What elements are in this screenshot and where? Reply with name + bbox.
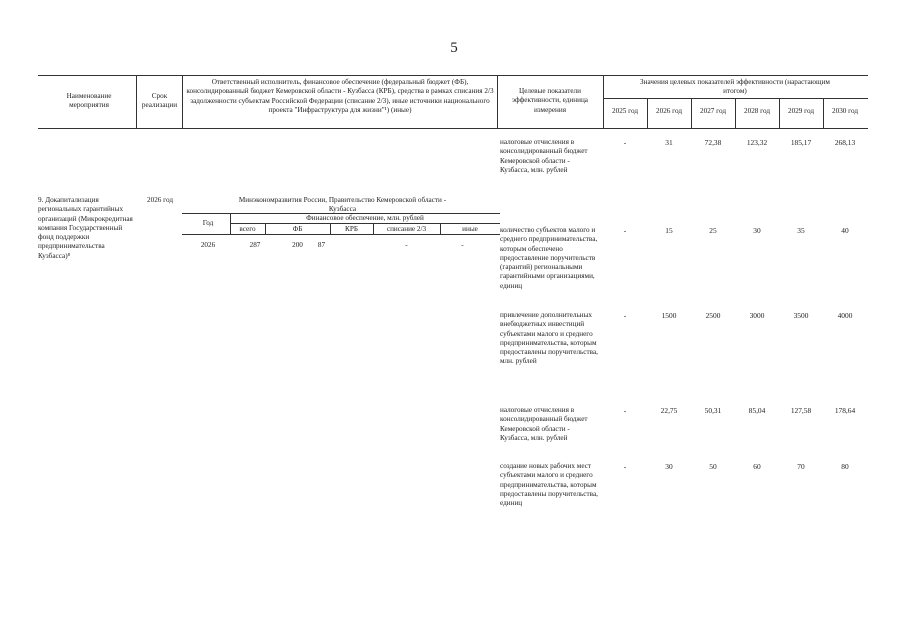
indicator-value: 178,64 xyxy=(834,406,856,415)
indicator-value: 80 xyxy=(841,462,849,471)
indicator-label: налоговые отчисления в консолидированный бюджет Кемеровской области - Кузбасса, млн. рублей xyxy=(500,138,588,174)
finance-header: КРБ xyxy=(345,225,358,233)
indicator-value: 31 xyxy=(665,138,673,147)
indicator-value: - xyxy=(623,226,627,235)
indicator-value: 268,13 xyxy=(834,138,856,147)
year-header: 2027 год xyxy=(700,107,726,115)
year-header: 2030 год xyxy=(832,107,858,115)
indicator-value: 15 xyxy=(665,226,673,235)
indicator-value: 30 xyxy=(753,226,761,235)
year-header: 2026 год xyxy=(656,107,682,115)
finance-title: Финансовое обеспечение, млн. рублей xyxy=(306,214,424,222)
indicator-value: 185,17 xyxy=(790,138,812,147)
indicator-value: 40 xyxy=(841,226,849,235)
indicator-value: 127,58 xyxy=(790,406,812,415)
year-header: 2029 год xyxy=(788,107,814,115)
indicator-value: - xyxy=(623,462,627,471)
header-indicators: Целевые показатели эффективности, единица измерения xyxy=(511,87,588,114)
indicator-value: 30 xyxy=(665,462,673,471)
indicator-value: 35 xyxy=(797,226,805,235)
col-divider xyxy=(497,75,498,128)
finance-cell: - xyxy=(461,241,464,249)
finance-cell: - xyxy=(405,241,408,249)
header-responsible: Ответственный исполнитель, финансовое обеспечение (федеральный бюджет (ФБ), консолидированный бюджет Кемеровской области - Кузбасса (КРБ), средства в рамках списания 2/3 задолженности субъектам Российской Федерации (списание 2/3), иные источники национального проекта "Инфраструктура для жизни"¹) (иные) xyxy=(186,78,494,114)
year-header: 2025 год xyxy=(612,107,638,115)
indicator-value: 3000 xyxy=(749,311,765,320)
indicator-value: 72,38 xyxy=(704,138,722,147)
indicator-value: 22,75 xyxy=(660,406,678,415)
finance-header: ФБ xyxy=(292,225,303,233)
finance-header: иные xyxy=(462,225,478,233)
measure-responsible: Минэкономразвития России, Правительство Кемеровской области - Кузбасса xyxy=(238,196,447,214)
indicator-value: 123,32 xyxy=(746,138,768,147)
finance-cell: 2026 xyxy=(200,241,216,249)
indicator-value: 3500 xyxy=(793,311,809,320)
indicator-label: создание новых рабочих мест субъектами малого и среднего предпринимательства, которым предоставлены поручительства, единиц xyxy=(500,462,598,508)
indicator-value: - xyxy=(623,311,627,320)
measure-name: 9. Докапитализация региональных гарантийных организаций (Микрокредитная компания Государственный фонд поддержки предпринимательства Кузбасса)⁸ xyxy=(38,196,133,260)
indicator-value: 2500 xyxy=(705,311,721,320)
indicator-value: - xyxy=(623,406,627,415)
measure-period: 2026 год xyxy=(147,196,173,204)
finance-cell: 200 xyxy=(292,241,303,249)
indicator-value: 25 xyxy=(709,226,717,235)
indicator-label: привлечение дополнительных внебюджетных инвестиций субъектами малого и среднего предпринимательства, которым предоставлены поручительства, млн. рублей xyxy=(500,311,598,366)
finance-year-header: Год xyxy=(202,219,214,227)
indicator-value: 50,31 xyxy=(704,406,722,415)
header-name: Наименование мероприятия xyxy=(66,92,112,110)
indicator-value: 60 xyxy=(753,462,761,471)
indicator-label: количество субъектов малого и среднего предпринимательства, которым обеспечено предоставление поручительств (гарантий) региональными гарантийными организациями, единиц xyxy=(500,226,598,290)
page-number: 5 xyxy=(450,40,458,56)
indicator-value: 70 xyxy=(797,462,805,471)
indicator-value: - xyxy=(623,138,627,147)
header-bottom-border xyxy=(38,128,868,129)
year-header: 2028 год xyxy=(744,107,770,115)
table-top-border xyxy=(38,75,868,76)
finance-cell: 287 xyxy=(249,241,261,249)
finance-header: списание 2/3 xyxy=(386,225,427,233)
indicator-value: 1500 xyxy=(661,311,677,320)
finance-header: всего xyxy=(239,225,256,233)
col-divider xyxy=(603,75,604,128)
header-period: Срок реализации xyxy=(141,92,178,110)
finance-cell: 87 xyxy=(317,241,326,249)
indicator-value: 50 xyxy=(709,462,717,471)
indicator-label: налоговые отчисления в консолидированный бюджет Кемеровской области - Кузбасса, млн. рублей xyxy=(500,406,588,442)
indicator-value: 85,04 xyxy=(748,406,766,415)
col-divider xyxy=(182,75,183,128)
header-values: Значения целевых показателей эффективности (нарастающим итогом) xyxy=(640,78,830,96)
indicator-value: 4000 xyxy=(837,311,853,320)
